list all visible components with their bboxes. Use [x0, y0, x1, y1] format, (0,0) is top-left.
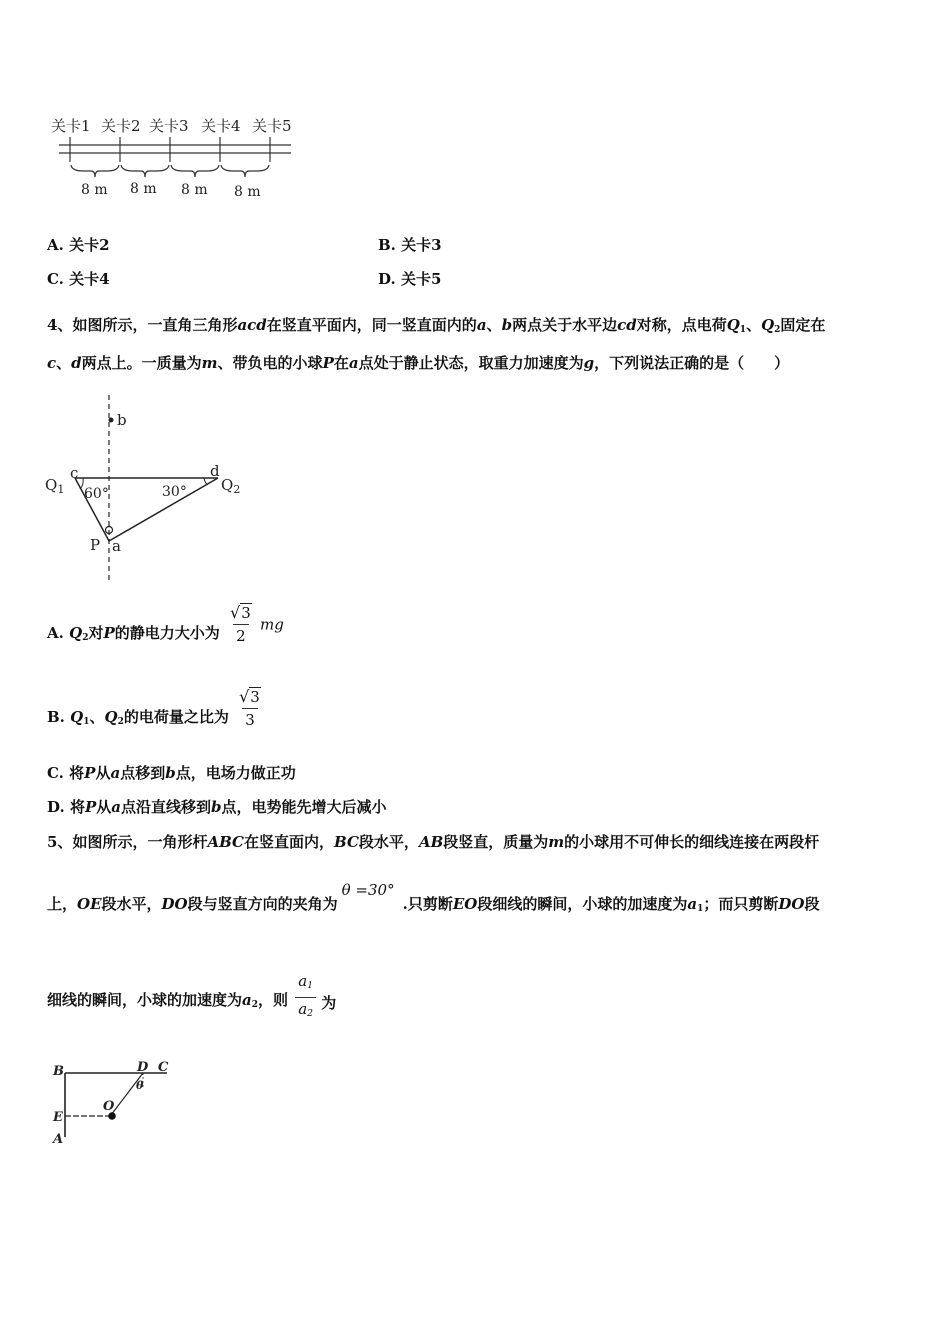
q5-stem-line-2: 上，OE段水平，DO段与竖直方向的夹角为θ =30°.只剪断EO段细线的瞬间，小球的加速度为$a_1$；而只剪断DO段	[47, 881, 820, 914]
q4-option-b[interactable]: B. $Q_1$、$Q_2$的电荷量之比为 $\frac{√3}{3}$	[47, 684, 264, 733]
point-b-dot	[109, 418, 114, 423]
point-c-label: c	[70, 464, 79, 482]
point-a-label: A	[53, 1132, 64, 1147]
q3-option-d[interactable]	[378, 268, 441, 290]
fraction-sqrt3-over-2: $\frac{√3}{2}$	[230, 603, 251, 645]
checkpoint-figure	[45, 110, 305, 205]
distance-label-1: 8 m	[81, 182, 108, 198]
angle-30-label: 30°	[162, 484, 187, 500]
q3-option-c[interactable]	[47, 268, 110, 290]
option-text: 关卡5	[400, 270, 442, 288]
q5-stem-line-3: 细线的瞬间，小球的加速度为$a_2$，则 $\frac{a_1}{a_2}$ 为	[47, 970, 336, 1025]
option-letter: B.	[378, 236, 396, 254]
option-text: 关卡3	[401, 236, 442, 254]
point-o-label: O	[103, 1099, 115, 1114]
q3-option-b[interactable]	[378, 234, 442, 256]
option-letter: A.	[47, 236, 64, 254]
q4-option-d[interactable]: D. 将P从a点沿直线移到b点，电势能先增大后减小	[47, 798, 387, 816]
q4-option-c[interactable]: C. 将P从a点移到b点，电场力做正功	[47, 764, 296, 782]
charge-q1-label: $Q_1$	[45, 476, 65, 496]
distance-brace-4	[221, 165, 269, 177]
angle-theta-label: θ	[136, 1079, 144, 1092]
checkpoint-label-4: 关卡4	[201, 117, 241, 135]
distance-label-4: 8 m	[234, 184, 261, 200]
distance-label-2: 8 m	[130, 181, 157, 197]
option-text: 关卡2	[69, 236, 110, 254]
point-a-label: a	[112, 537, 121, 555]
checkpoint-label-5: 关卡5	[252, 117, 292, 135]
q5-rod-figure	[45, 1055, 185, 1150]
point-d-label: D	[137, 1060, 149, 1075]
angle-arc-d	[204, 478, 207, 484]
q4-option-a[interactable]: A. $Q_2$对P的静电力大小为 $\frac{√3}{2}$ mg	[47, 603, 284, 645]
point-e-label: E	[53, 1110, 63, 1125]
point-c-label: C	[158, 1060, 169, 1075]
distance-label-3: 8 m	[181, 182, 208, 198]
ball-p-label: P	[90, 536, 101, 554]
charge-q2-label: $Q_2$	[221, 476, 241, 496]
checkpoint-label-2: 关卡2	[101, 117, 141, 135]
point-b-label: b	[117, 411, 127, 429]
fraction-sqrt3-over-3: $\frac{√3}{3}$	[239, 687, 260, 729]
angle-60-label: 60°	[84, 486, 109, 502]
checkpoint-label-1: 关卡1	[51, 117, 91, 135]
option-letter: D.	[378, 270, 396, 288]
point-b-label: B	[53, 1064, 64, 1079]
checkpoint-label-3: 关卡3	[149, 117, 189, 135]
option-letter: C.	[47, 270, 64, 288]
point-d-label: d	[210, 462, 220, 480]
distance-brace-3	[171, 165, 219, 177]
q3-option-a[interactable]	[47, 234, 110, 256]
q5-stem-line-1: 5、如图所示，一角形杆ABC在竖直面内，BC段水平，AB段竖直，质量为m的小球用不可伸长的细线连接在两段杆	[47, 833, 820, 851]
theta-equation: θ =30°	[341, 881, 395, 899]
option-text: 关卡4	[69, 270, 110, 288]
distance-brace-2	[121, 165, 169, 177]
q4-stem-line-1: 4、如图所示，一直角三角形acd在竖直平面内，同一竖直面内的a、b两点关于水平边cd对称，点电荷$Q_1$、$Q_2$固定在	[47, 316, 826, 335]
q4-stem-line-2: c、d两点上。一质量为m、带负电的小球P在a点处于静止状态，取重力加速度为g，下列说法正确的是（ ）	[47, 354, 790, 372]
fraction-a1-over-a2: $\frac{a_1}{a_2}$	[295, 970, 316, 1025]
distance-brace-1	[71, 165, 119, 177]
q4-triangle-figure	[40, 390, 260, 585]
